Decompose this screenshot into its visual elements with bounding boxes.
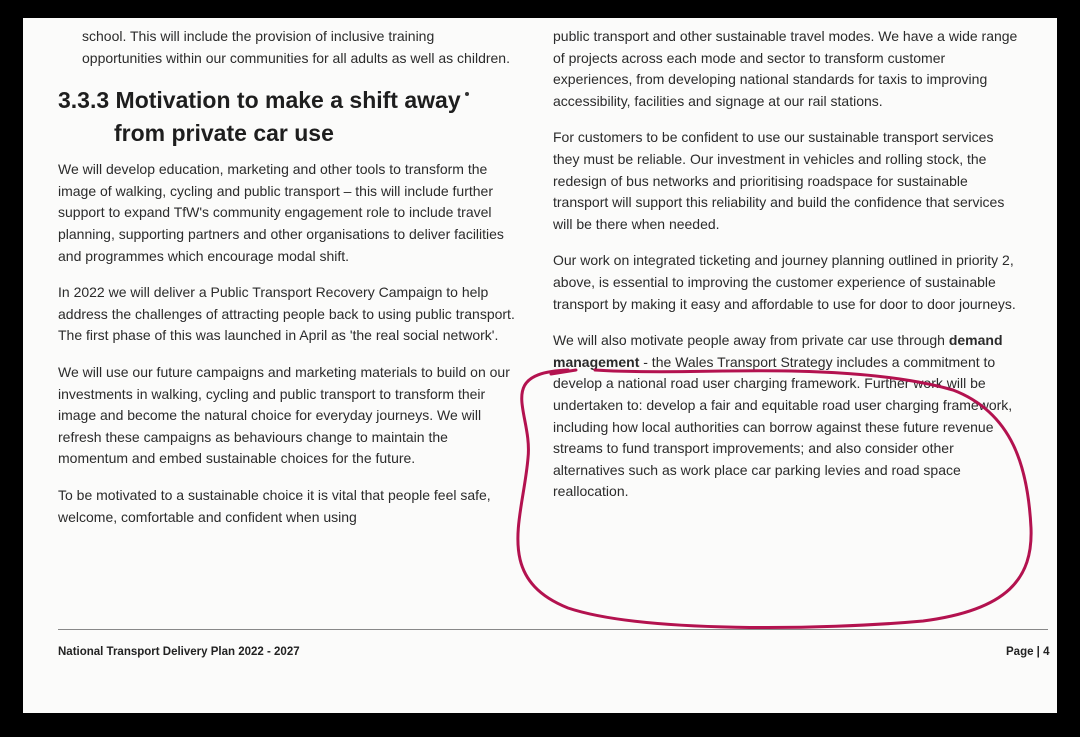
left-paragraph-1: We will develop education, marketing and other tools to transform the image of walking, cycling and public transport – this will include further support to expand TfW's community engagement role to include travel planning, supporting partners and other organisations to deliver facilities and programmes which encourage modal shift.: [58, 161, 504, 264]
right-column: [553, 26, 1023, 503]
right-paragraph-1: For customers to be confident to use our sustainable transport services they must be reliable. Our investment in vehicles and rolling stock, the redesign of bus networks and prioritising roadspace for sustainable transport will support this reliability and build the confidence that services will be there when needed.: [553, 129, 1005, 232]
left-paragraph-2: In 2022 we will deliver a Public Transport Recovery Campaign to help address the challenges of attracting people back to using public transport. The first phase of this was launched in April as 'the real social network'.: [58, 284, 515, 344]
right-paragraph-3-highlighted: [553, 330, 1023, 503]
stray-dot: [465, 92, 469, 96]
right-paragraph-3-part-b: - the Wales Transport Strategy includes a commitment to develop a national road user charging framework. Further work will be undertaken to: develop a fair and equitable road user charging framework, including how local authorities can borrow against these future revenue streams to fund transport improvements; and also consider other alternatives such as work place car parking levies and road space reallocation.: [553, 353, 1013, 500]
section-heading-line1: 3.3.3 Motivation to make a shift away: [58, 87, 461, 114]
left-paragraph-0: school. This will include the provision of inclusive training opportunities within our communities for all adults as well as children.: [82, 28, 510, 66]
section-heading: [58, 84, 518, 150]
left-paragraph-3: We will use our future campaigns and marketing materials to build on our investments in walking, cycling and public transport to transform their image and become the natural choice for everyday journeys. We will refresh these campaigns as behaviours change to maintain the momentum and embed sustainable choices for the future.: [58, 363, 510, 467]
left-column: [58, 26, 518, 528]
footer-page-number: Page | 4: [1006, 646, 1050, 658]
left-paragraph-4: To be motivated to a sustainable choice it is vital that people feel safe, welcome, comfortable and confident when using: [58, 486, 491, 525]
right-paragraph-3-part-a: We will also motivate people away from private car use through: [553, 332, 949, 349]
footer-title: National Transport Delivery Plan 2022 - 2027: [58, 646, 300, 658]
section-heading-line2: from private car use: [114, 120, 334, 147]
demand-management-bold: demand management: [553, 332, 1003, 370]
right-paragraph-0: public transport and other sustainable travel modes. We have a wide range of projects across each mode and sector to transform customer experiences, from developing national standards for taxis to improving accessibility, facilities and signage at our rail stations.: [553, 28, 1018, 109]
right-paragraph-2: Our work on integrated ticketing and journey planning outlined in priority 2, above, is essential to improving the customer experience of sustainable transport by making it easy and affordable to use for door to door journeys.: [553, 252, 1016, 312]
footer-divider: [58, 629, 1048, 630]
document-page: [23, 18, 1057, 713]
